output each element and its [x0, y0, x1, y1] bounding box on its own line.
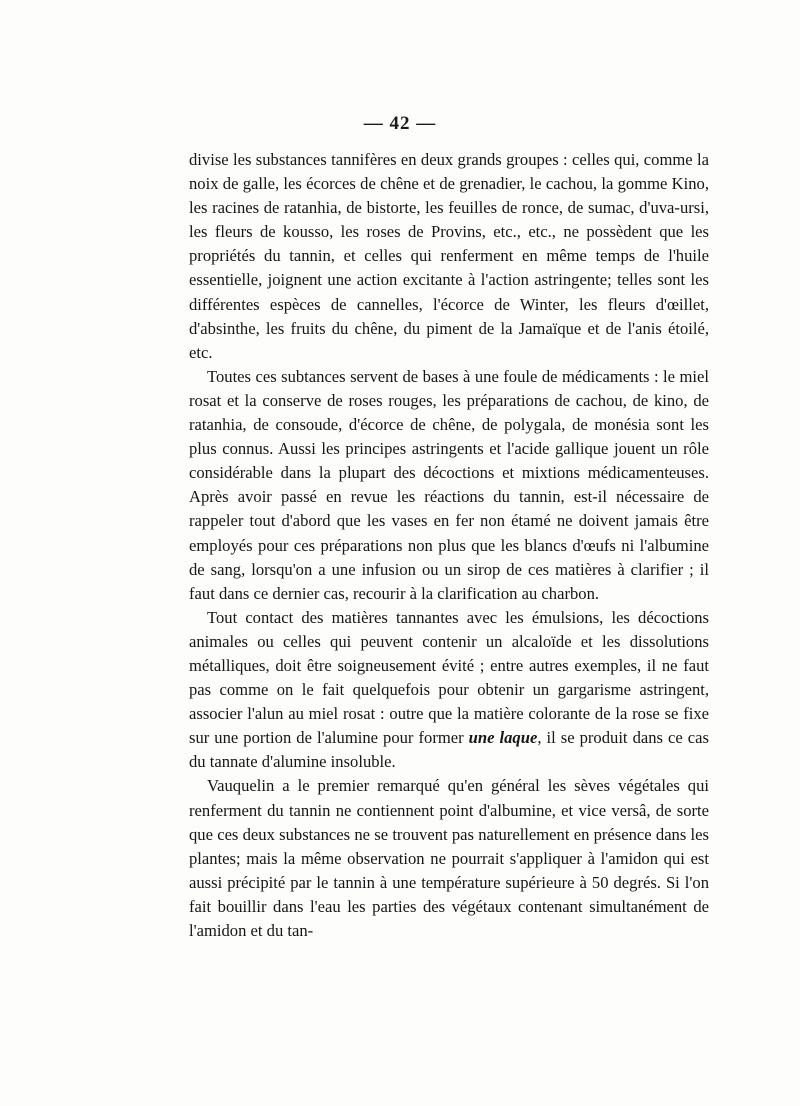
paragraph-4 — [189, 774, 709, 943]
page-number: — 42 — — [363, 113, 437, 134]
paragraph-4-text: Vauquelin a le premier remarqué qu'en général les sèves végétales qui renferment du tannin ne contiennent point d'albumine, et vice versâ, de sorte que ces deux substances ne se trouvent pas naturellement en présence dans les plantes; mais la même observation ne pourrait s'appliquer à l'amidon qui est aussi précipité par le tannin à une température supérieure à 50 degrés. Si l'on fait bouillir dans l'eau les parties des végétaux contenant simultanément de l'amidon et du tan- — [189, 776, 709, 940]
paragraph-2 — [189, 365, 709, 606]
paragraph-3 — [189, 606, 709, 775]
paragraph-2-text: Toutes ces subtances servent de bases à une foule de médicaments : le miel rosat et la conserve de roses rouges, les préparations de cachou, de kino, de ratanhia, de consoude, d'écorce de chêne, de polygala, de monésia sont les plus connus. Aussi les principes astringents et l'acide gallique jouent un rôle considérable dans la plupart des décoctions et mixtions médicamenteuses. Après avoir passé en revue les réactions du tannin, est-il nécessaire de rappeler tout d'abord que les vases en fer non étamé ne doivent jamais être employés pour ces préparations non plus que les blancs d'œufs ni l'albumine de sang, lorsqu'on a une infusion ou un sirop de ces matières à clarifier ; il faut dans ce dernier cas, recourir à la clarification au charbon. — [189, 366, 709, 603]
paragraph-1-text: divise les substances tannifères en deux grands groupes : celles qui, comme la noix de galle, les écorces de chêne et de grenadier, le cachou, la gomme Kino, les racines de ratanhia, de bistorte, les feuilles de ronce, de sumac, d'uva-ursi, les fleurs de kousso, les roses de Provins, etc., etc., ne possèdent que les propriétés du tannin, et celles qui renferment en même temps de l'huile essentielle, joignent une action excitante à l'action astringente; telles sont les différentes espèces de cannelles, l'écorce de Winter, les fleurs d'œillet, d'absinthe, les fruits du chêne, du piment de la Jamaïque et de l'anis étoilé, etc. — [189, 150, 709, 362]
body-text — [189, 148, 709, 943]
paragraph-3-text-a: Tout contact des matières tannantes avec les émulsions, les décoctions animales ou celles qui peuvent contenir un alcaloïde et les dissolutions métalliques, doit être soigneusement évité ; entre autres exemples, il ne faut pas comme on le fait quelquefois pour obtenir un gargarisme astringent, associer l'alun au miel rosat : outre que la matière colorante de la rose se fixe sur une portion de l'alumine pour former — [189, 607, 709, 748]
paragraph-3-emphasis: une laque — [468, 728, 538, 748]
paragraph-1 — [189, 148, 709, 365]
paragraph-3-text-b: , il se produit dans ce cas du tannate d'alumine insoluble. — [189, 728, 709, 772]
